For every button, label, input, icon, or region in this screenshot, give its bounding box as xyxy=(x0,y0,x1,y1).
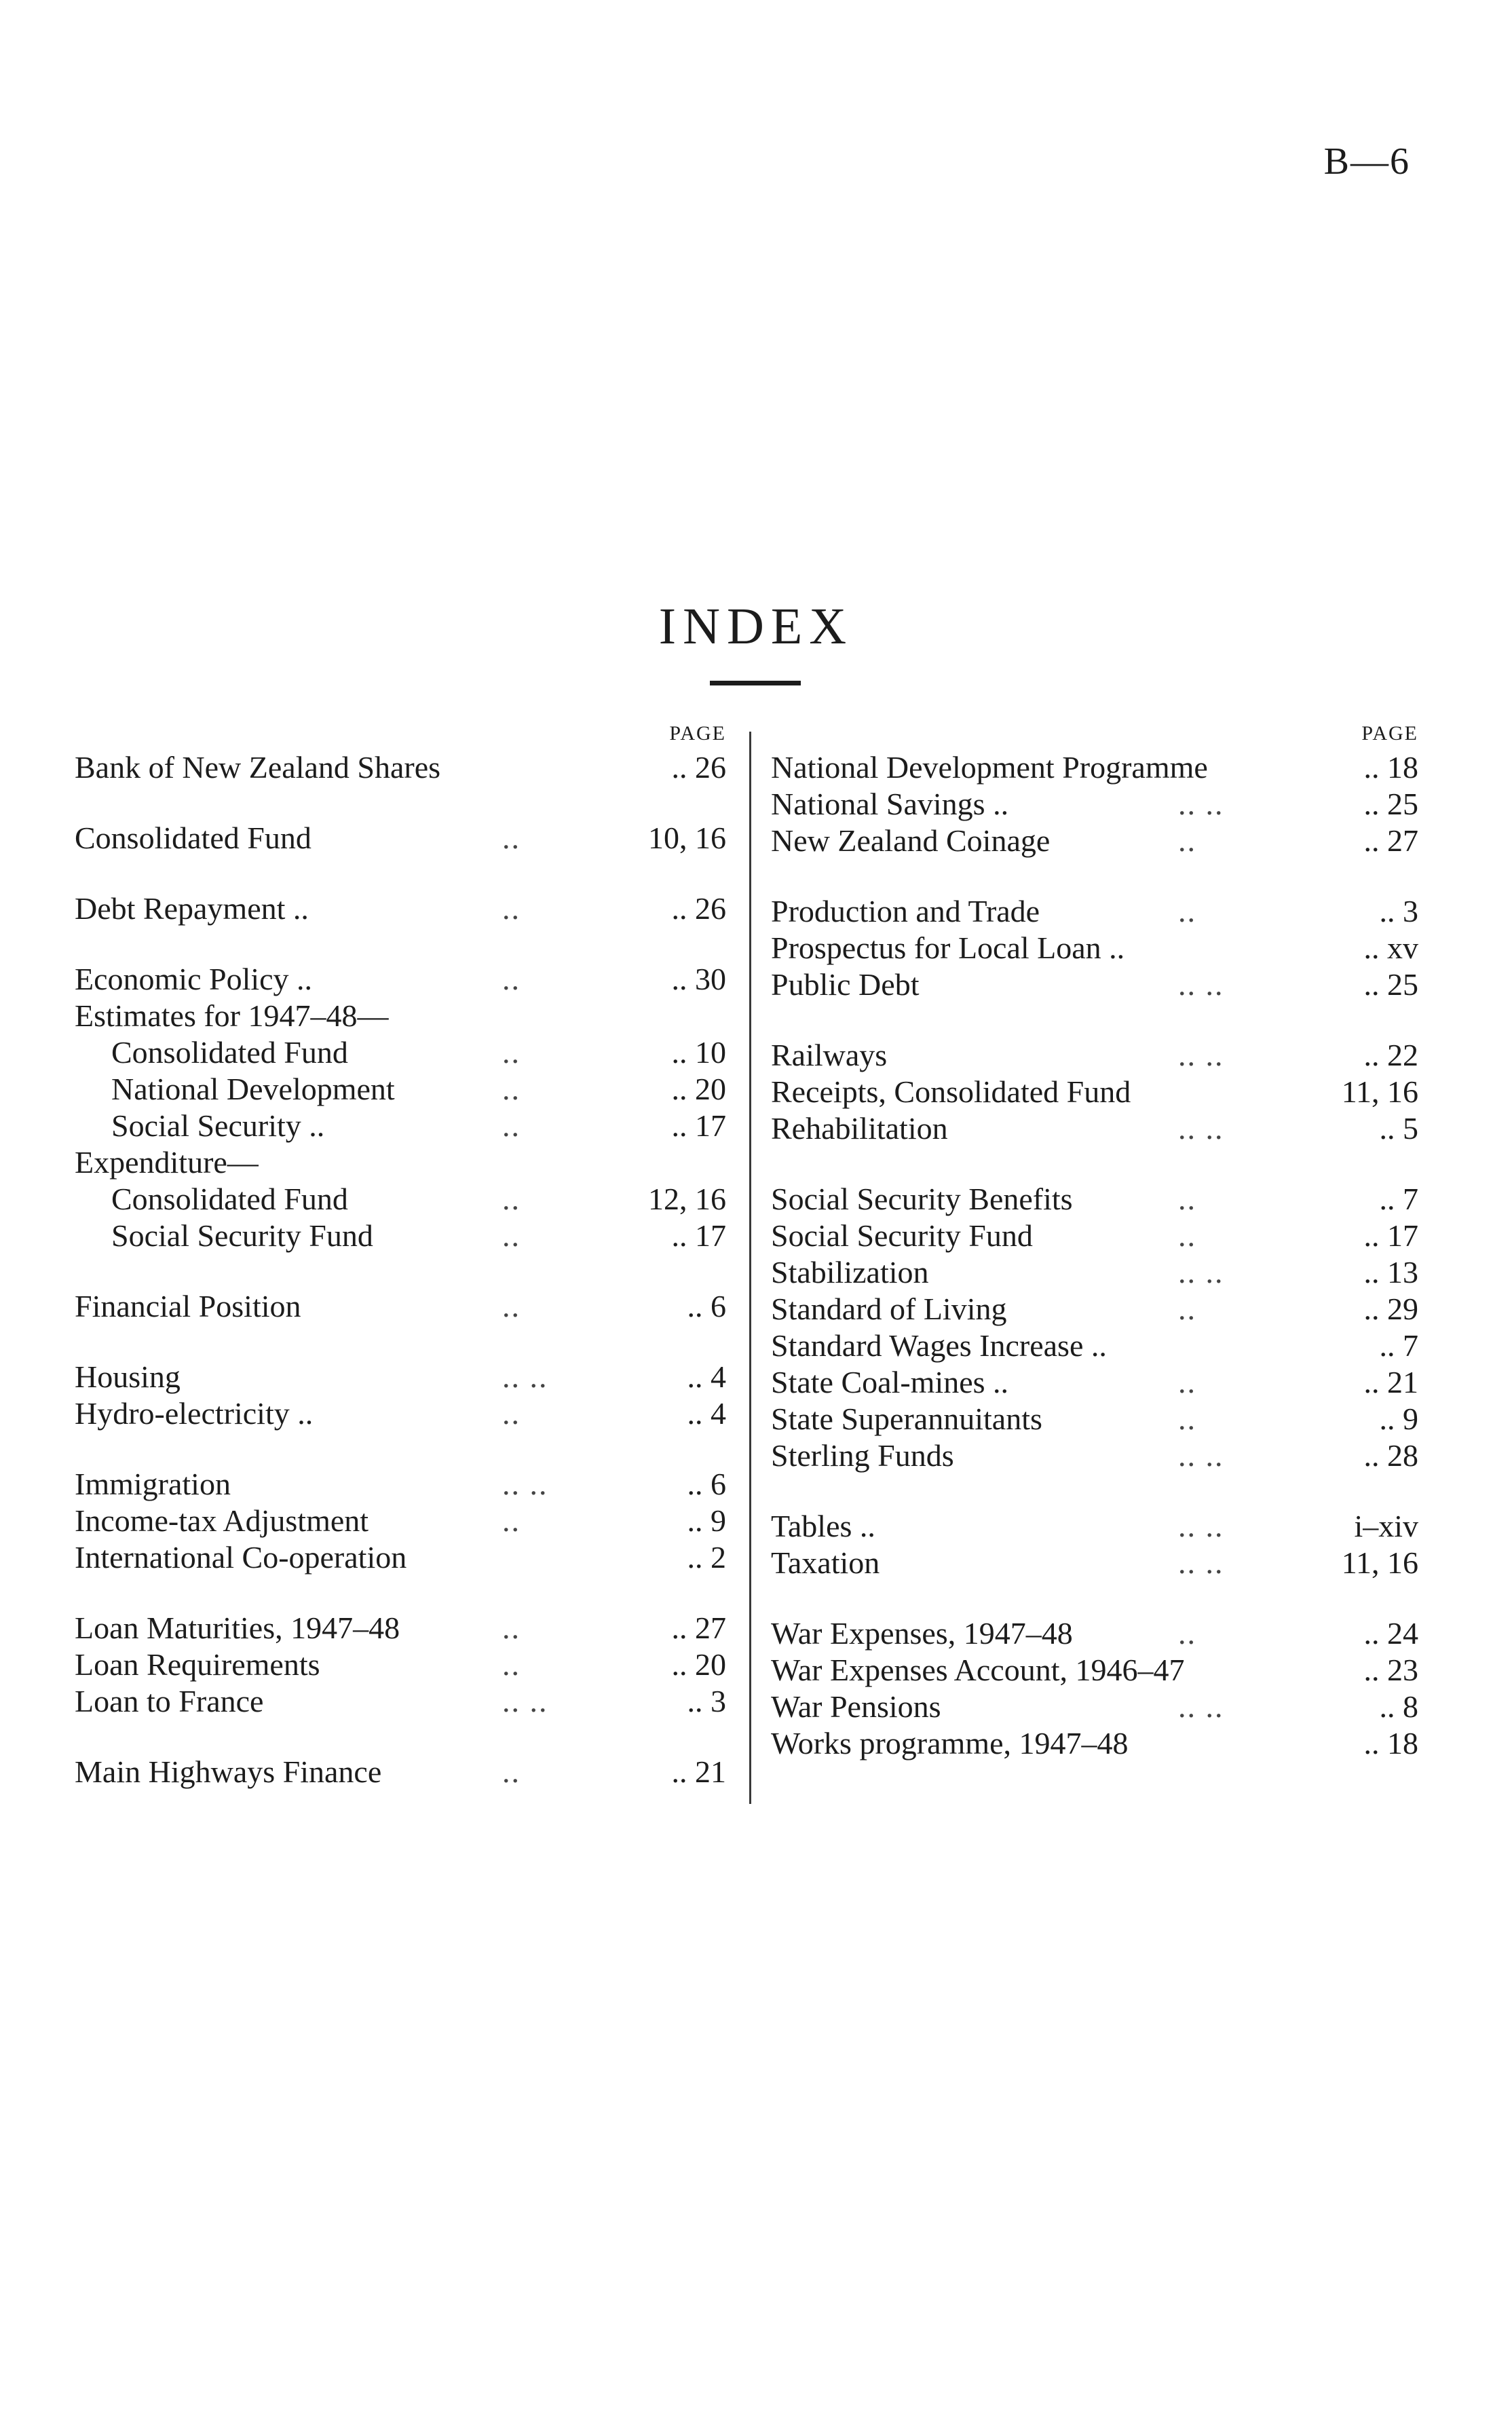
entry-page-number: .. 6 xyxy=(687,1289,726,1323)
entry-label: Rehabilitation xyxy=(771,1111,948,1146)
index-column-left xyxy=(75,749,726,1790)
index-entry xyxy=(75,1646,726,1683)
left-page-header: PAGE xyxy=(669,722,726,745)
right-page-header: PAGE xyxy=(1361,722,1418,745)
group-gap xyxy=(75,1720,726,1754)
index-entry xyxy=(75,1610,726,1646)
index-entry xyxy=(75,1181,726,1218)
entry-label: Consolidated Fund xyxy=(75,821,311,855)
entry-page-number: .. 9 xyxy=(687,1503,726,1538)
entry-page-number: .. 20 xyxy=(671,1647,726,1682)
entry-leader-dots: .. .. xyxy=(502,1684,548,1718)
index-entry xyxy=(771,1725,1418,1762)
entry-label: Main Highways Finance xyxy=(75,1754,382,1789)
index-entry xyxy=(771,1364,1418,1401)
entry-leader-dots: .. xyxy=(1178,1292,1196,1326)
entry-page-number: .. 25 xyxy=(1363,967,1418,1002)
entry-leader-dots: .. .. xyxy=(1178,1689,1224,1724)
entry-label: Railways xyxy=(771,1038,888,1072)
index-entry xyxy=(771,1437,1418,1474)
entry-label: Social Security .. xyxy=(111,1108,325,1143)
entry-label: Loan Maturities, 1947–48 xyxy=(75,1611,400,1645)
entry-page-number: .. 6 xyxy=(687,1467,726,1501)
entry-label: Loan Requirements xyxy=(75,1647,320,1682)
index-entry xyxy=(75,1218,726,1254)
index-entry xyxy=(771,749,1418,786)
index-entry xyxy=(75,1683,726,1720)
entry-leader-dots: .. .. xyxy=(502,1467,548,1501)
entry-leader-dots: .. xyxy=(1178,894,1196,928)
entry-leader-dots: .. .. xyxy=(1178,787,1224,821)
entry-label: War Expenses, 1947–48 xyxy=(771,1616,1073,1651)
entry-label: Standard of Living xyxy=(771,1292,1007,1326)
entry-label: War Expenses Account, 1946–47 xyxy=(771,1653,1185,1687)
entry-label: Hydro-electricity .. xyxy=(75,1396,314,1431)
entry-page-number: .. 22 xyxy=(1363,1038,1418,1072)
index-entry xyxy=(771,1037,1418,1074)
index-entry xyxy=(771,1328,1418,1364)
entry-label: Works programme, 1947–48 xyxy=(771,1726,1129,1761)
entry-label: National Development Programme xyxy=(771,750,1208,785)
entry-label: New Zealand Coinage xyxy=(771,823,1051,858)
entry-label: Loan to France xyxy=(75,1684,264,1718)
entry-page-number: .. 21 xyxy=(671,1754,726,1789)
entry-page-number: i–xiv xyxy=(1354,1509,1418,1543)
entry-page-number: .. 7 xyxy=(1379,1328,1418,1363)
entry-label: State Coal-mines .. xyxy=(771,1365,1009,1399)
entry-label: Bank of New Zealand Shares xyxy=(75,750,441,785)
entry-label: International Co-operation xyxy=(75,1540,407,1575)
entry-page-number: .. 27 xyxy=(671,1611,726,1645)
entry-leader-dots: .. .. xyxy=(502,1359,548,1394)
entry-page-number: .. 18 xyxy=(1363,1726,1418,1761)
entry-page-number: .. 26 xyxy=(671,891,726,926)
entry-page-number: .. 4 xyxy=(687,1396,726,1431)
index-entry xyxy=(771,1652,1418,1689)
entry-label: Consolidated Fund xyxy=(111,1182,348,1216)
entry-page-number: .. 7 xyxy=(1379,1182,1418,1216)
entry-page-number: .. 3 xyxy=(1379,894,1418,928)
index-entry xyxy=(75,1754,726,1790)
index-entry xyxy=(771,1110,1418,1147)
entry-page-number: .. 29 xyxy=(1363,1292,1418,1326)
index-entry xyxy=(771,930,1418,966)
title-rule xyxy=(710,681,801,685)
group-gap xyxy=(75,1254,726,1288)
index-entry xyxy=(771,1291,1418,1328)
entry-leader-dots: .. xyxy=(502,1503,521,1538)
index-entry xyxy=(771,823,1418,859)
index-entry xyxy=(75,998,726,1034)
entry-leader-dots: .. .. xyxy=(1178,967,1224,1002)
entry-leader-dots: .. xyxy=(502,821,521,855)
index-entry xyxy=(75,749,726,786)
index-entry xyxy=(75,1466,726,1503)
entry-leader-dots: .. .. xyxy=(1178,1545,1224,1580)
index-column-right xyxy=(771,749,1418,1762)
entry-label: Prospectus for Local Loan .. xyxy=(771,930,1125,965)
entry-page-number: 10, 16 xyxy=(648,821,726,855)
entry-page-number: .. xv xyxy=(1363,930,1418,965)
entry-page-number: .. 28 xyxy=(1363,1438,1418,1473)
entry-leader-dots: .. xyxy=(502,1754,521,1789)
entry-page-number: .. 9 xyxy=(1379,1401,1418,1436)
entry-leader-dots: .. xyxy=(502,1035,521,1070)
index-entry xyxy=(75,1503,726,1539)
index-entry xyxy=(771,1074,1418,1110)
entry-label: Standard Wages Increase .. xyxy=(771,1328,1107,1363)
group-gap xyxy=(771,1581,1418,1615)
entry-label: Expenditure— xyxy=(75,1145,259,1180)
entry-leader-dots: .. .. xyxy=(1178,1255,1224,1289)
entry-leader-dots: .. xyxy=(502,962,521,996)
index-entry xyxy=(75,1539,726,1576)
page-reference: B—6 xyxy=(1323,140,1410,183)
entry-leader-dots: .. xyxy=(1178,823,1196,858)
entry-page-number: .. 5 xyxy=(1379,1111,1418,1146)
entry-page-number: .. 25 xyxy=(1363,787,1418,821)
entry-leader-dots: .. xyxy=(502,1611,521,1645)
entry-label: Immigration xyxy=(75,1467,231,1501)
entry-label: State Superannuitants xyxy=(771,1401,1042,1436)
index-entry xyxy=(771,1689,1418,1725)
index-entry xyxy=(75,961,726,998)
entry-page-number: 12, 16 xyxy=(648,1182,726,1216)
entry-leader-dots: .. xyxy=(502,891,521,926)
entry-leader-dots: .. xyxy=(502,1647,521,1682)
index-entry xyxy=(771,1508,1418,1545)
group-gap xyxy=(771,859,1418,893)
index-entry xyxy=(75,1034,726,1071)
index-entry xyxy=(771,1181,1418,1218)
entry-page-number: .. 30 xyxy=(671,962,726,996)
index-entry xyxy=(771,1545,1418,1581)
entry-page-number: .. 23 xyxy=(1363,1653,1418,1687)
group-gap xyxy=(75,1325,726,1359)
entry-leader-dots: .. .. xyxy=(1178,1509,1224,1543)
entry-label: Social Security Fund xyxy=(111,1218,373,1253)
group-gap xyxy=(75,786,726,820)
index-entry xyxy=(75,1395,726,1432)
entry-label: Economic Policy .. xyxy=(75,962,313,996)
entry-label: Estimates for 1947–48— xyxy=(75,998,389,1033)
entry-page-number: .. 20 xyxy=(671,1072,726,1106)
entry-label: National Development xyxy=(111,1072,395,1106)
entry-page-number: .. 26 xyxy=(671,750,726,785)
entry-leader-dots: .. .. xyxy=(1178,1038,1224,1072)
entry-leader-dots: .. xyxy=(502,1072,521,1106)
group-gap xyxy=(75,1432,726,1466)
entry-page-number: .. 13 xyxy=(1363,1255,1418,1289)
entry-label: Stabilization xyxy=(771,1255,929,1289)
entry-page-number: 11, 16 xyxy=(1341,1074,1418,1109)
entry-label: Consolidated Fund xyxy=(111,1035,348,1070)
entry-leader-dots: .. xyxy=(502,1182,521,1216)
entry-page-number: .. 17 xyxy=(1363,1218,1418,1253)
entry-page-number: .. 27 xyxy=(1363,823,1418,858)
entry-page-number: 11, 16 xyxy=(1341,1545,1418,1580)
entry-label: Social Security Fund xyxy=(771,1218,1033,1253)
entry-page-number: .. 17 xyxy=(671,1108,726,1143)
entry-page-number: .. 18 xyxy=(1363,750,1418,785)
entry-page-number: .. 10 xyxy=(671,1035,726,1070)
column-divider xyxy=(749,732,751,1804)
entry-label: Income-tax Adjustment xyxy=(75,1503,369,1538)
index-entry xyxy=(771,966,1418,1003)
entry-page-number: .. 21 xyxy=(1363,1365,1418,1399)
index-entry xyxy=(75,890,726,927)
entry-label: Housing xyxy=(75,1359,181,1394)
entry-page-number: .. 24 xyxy=(1363,1616,1418,1651)
entry-label: Debt Repayment .. xyxy=(75,891,309,926)
entry-page-number: .. 2 xyxy=(687,1540,726,1575)
entry-leader-dots: .. xyxy=(502,1396,521,1431)
index-entry xyxy=(75,820,726,856)
index-entry xyxy=(771,1615,1418,1652)
index-entry xyxy=(771,1401,1418,1437)
index-entry xyxy=(75,1071,726,1108)
entry-leader-dots: .. xyxy=(502,1218,521,1253)
index-entry xyxy=(75,1288,726,1325)
group-gap xyxy=(771,1003,1418,1037)
entry-label: Receipts, Consolidated Fund xyxy=(771,1074,1131,1109)
index-entry xyxy=(771,1218,1418,1254)
entry-label: National Savings .. xyxy=(771,787,1009,821)
entry-page-number: .. 3 xyxy=(687,1684,726,1718)
entry-leader-dots: .. .. xyxy=(1178,1111,1224,1146)
entry-leader-dots: .. xyxy=(1178,1616,1196,1651)
group-gap xyxy=(75,1576,726,1610)
entry-label: Public Debt xyxy=(771,967,920,1002)
entry-page-number: .. 4 xyxy=(687,1359,726,1394)
index-entry xyxy=(771,1254,1418,1291)
index-title: INDEX xyxy=(658,598,854,655)
entry-page-number: .. 8 xyxy=(1379,1689,1418,1724)
group-gap xyxy=(771,1474,1418,1508)
index-entry xyxy=(771,786,1418,823)
entry-label: Financial Position xyxy=(75,1289,301,1323)
index-entry xyxy=(75,1108,726,1144)
index-entry xyxy=(75,1144,726,1181)
entry-label: Tables .. xyxy=(771,1509,875,1543)
group-gap xyxy=(75,927,726,961)
entry-leader-dots: .. xyxy=(502,1289,521,1323)
entry-label: War Pensions xyxy=(771,1689,941,1724)
group-gap xyxy=(75,856,726,890)
entry-label: Sterling Funds xyxy=(771,1438,954,1473)
entry-leader-dots: .. xyxy=(1178,1365,1196,1399)
entry-leader-dots: .. .. xyxy=(1178,1438,1224,1473)
entry-label: Taxation xyxy=(771,1545,880,1580)
entry-leader-dots: .. xyxy=(502,1108,521,1143)
entry-page-number: .. 17 xyxy=(671,1218,726,1253)
entry-leader-dots: .. xyxy=(1178,1182,1196,1216)
index-entry xyxy=(75,1359,726,1395)
index-entry xyxy=(771,893,1418,930)
entry-label: Production and Trade xyxy=(771,894,1040,928)
entry-label: Social Security Benefits xyxy=(771,1182,1073,1216)
entry-leader-dots: .. xyxy=(1178,1218,1196,1253)
entry-leader-dots: .. xyxy=(1178,1401,1196,1436)
group-gap xyxy=(771,1147,1418,1181)
